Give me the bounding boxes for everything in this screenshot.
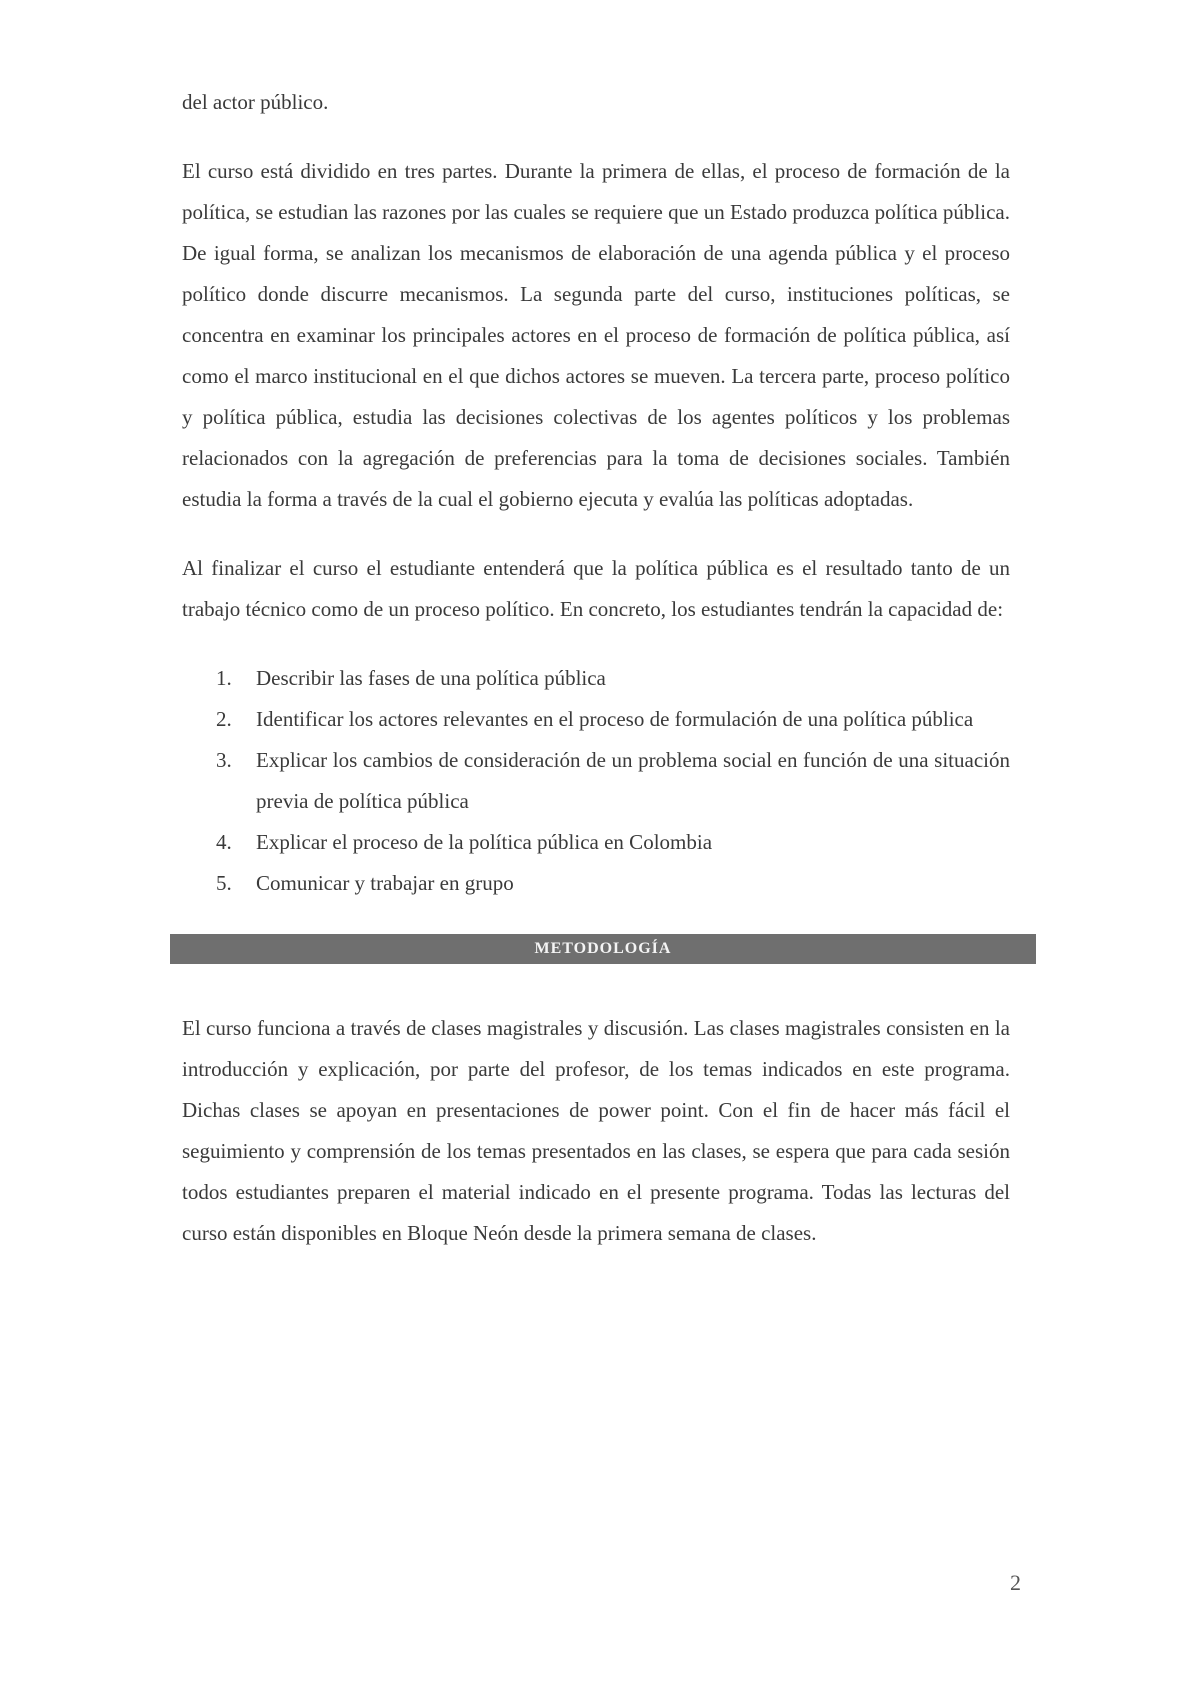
document-page [182, 82, 1010, 1254]
objective-number: 5. [216, 871, 232, 895]
objective-number: 1. [216, 666, 232, 690]
objective-text: Explicar los cambios de consideración de un problema social en función de una situación previa de política pública [256, 748, 1010, 813]
objective-item [216, 699, 1010, 740]
methodology-section-heading: METODOLOGÍA [170, 934, 1036, 964]
objective-text: Explicar el proceso de la política pública en Colombia [256, 830, 713, 854]
objective-item [216, 822, 1010, 863]
objective-text: Identificar los actores relevantes en el proceso de formulación de una política pública [256, 707, 974, 731]
objective-number: 3. [216, 748, 232, 772]
course-outcomes-paragraph: Al finalizar el curso el estudiante entenderá que la política pública es el resultado tanto de un trabajo técnico como de un proceso político. En concreto, los estudiantes tendrán la capacidad de: [182, 556, 1010, 621]
objective-item [216, 658, 1010, 699]
objective-number: 4. [216, 830, 232, 854]
methodology-paragraph: El curso funciona a través de clases magistrales y discusión. Las clases magistrales consisten en la introducción y explicación, por parte del profesor, de los temas indicados en este programa. Dichas clases se apoyan en presentaciones de power point. Con el fin de hacer más fácil el seguimiento y comprensión de los temas presentados en las clases, se espera que para cada sesión todos estudiantes preparen el material indicado en el presente programa. Todas las lecturas del curso están disponibles en Bloque Neón desde la primera semana de clases. [182, 1016, 1010, 1245]
intro-fragment: del actor público. [182, 90, 329, 114]
objective-item [216, 740, 1010, 822]
objective-number: 2. [216, 707, 232, 731]
page-number: 2 [1010, 1570, 1021, 1595]
objective-item [216, 863, 1010, 904]
objective-text: Describir las fases de una política pública [256, 666, 606, 690]
objective-text: Comunicar y trabajar en grupo [256, 871, 514, 895]
objectives-list [182, 658, 1010, 904]
course-structure-paragraph: El curso está dividido en tres partes. Durante la primera de ellas, el proceso de formación de la política, se estudian las razones por las cuales se requiere que un Estado produzca política pública. De igual forma, se analizan los mecanismos de elaboración de una agenda pública y el proceso político donde discurre mecanismos. La segunda parte del curso, instituciones políticas, se concentra en examinar los principales actores en el proceso de formación de política pública, así como el marco institucional en el que dichos actores se mueven. La tercera parte, proceso político y política pública, estudia las decisiones colectivas de los agentes políticos y los problemas relacionados con la agregación de preferencias para la toma de decisiones sociales. También estudia la forma a través de la cual el gobierno ejecuta y evalúa las políticas adoptadas. [182, 159, 1010, 511]
